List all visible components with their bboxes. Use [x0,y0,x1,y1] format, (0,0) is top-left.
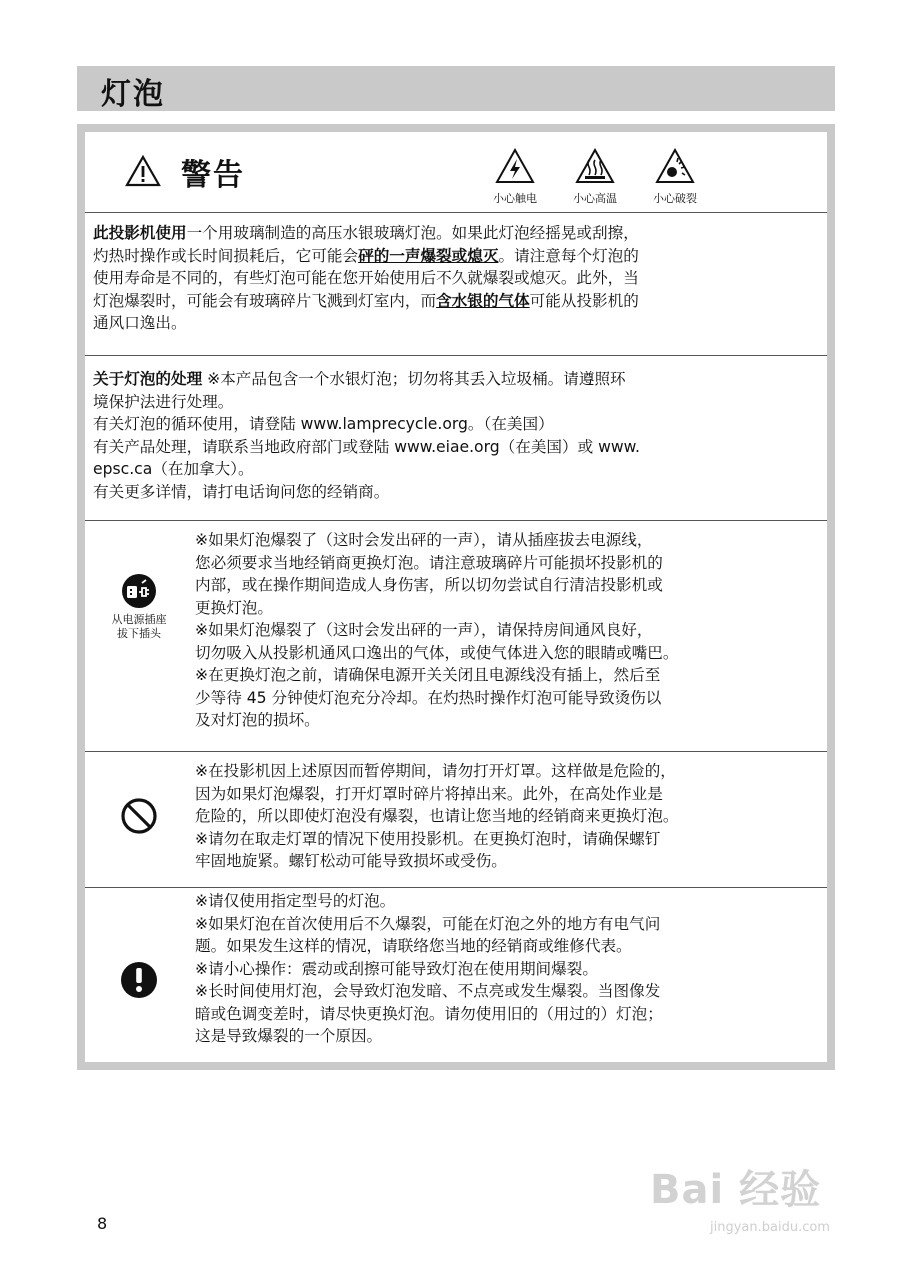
lamp-description-text [93,222,819,335]
hazard-hot-surface [555,148,635,206]
hazard-explosion [635,148,715,206]
text-line: 及对灯泡的损坏。 [195,711,320,729]
warning-header [85,132,827,213]
text-run: 。请注意每个灯泡的 [498,246,639,265]
lamp-burst-section [85,521,827,752]
text-line [93,290,819,313]
page-title-bar [77,66,835,111]
lamp-usage-section [85,888,827,1062]
page-number: 8 [97,1214,108,1233]
lamp-disposal-text [93,368,819,503]
watermark-url: jingyan.baidu.com [710,1220,830,1235]
text-line: 牢固地旋紧。螺钉松动可能导致损坏或受伤。 [195,852,507,870]
lamp-burst-text [195,529,819,732]
text-run: 灼热时操作或长时间损耗后，它可能会 [93,246,359,265]
unplug-label: 拔下插头 [117,627,161,640]
emphasis-phrase: 含水银的气体 [436,291,530,310]
text-line: 有关产品处理，请联系当地政府部门或登陆 www.eiae.org（在美国）或 www. [93,437,640,456]
prohibition-icon-box [85,796,193,840]
text-line: 有关更多详情，请打电话询问您的经销商。 [93,482,390,501]
text-run: 灯泡爆裂时，可能会有玻璃碎片飞溅到灯室内，而 [93,291,437,310]
hazard-label: 小心触电 [493,192,537,205]
watermark [640,1140,860,1240]
text-line [93,245,819,268]
text-line: 危险的，所以即使灯泡没有爆裂，也请让您当地的经销商来更换灯泡。 [195,807,679,825]
text-line: 有关灯泡的循环使用，请登陆 www.lamprecycle.org。（在美国） [93,415,554,433]
text-line: ※如果灯泡爆裂了（这时会发出砰的一声），请保持房间通风良好， [195,621,653,639]
text-line: ※请小心操作：震动或刮擦可能导致灯泡在使用期间爆裂。 [195,959,598,978]
text-run: 通风口逸出。 [93,314,187,332]
page-title: 灯泡 [101,77,165,112]
unplug-label: 从电源插座 [111,613,167,626]
text-line: ※请仅使用指定型号的灯泡。 [195,892,396,910]
text-line: 更换灯泡。 [195,598,273,617]
electric-shock-icon [495,148,535,184]
text-line: 这是导致爆裂的一个原因。 [195,1027,383,1045]
prohibition-icon [119,796,159,836]
hazard-label: 小心破裂 [653,192,697,205]
text-line [93,222,819,245]
emphasis-phrase: 砰的一声爆裂或熄灭 [358,246,499,265]
text-line: 题。如果发生这样的情况，请联络您当地的经销商或维修代表。 [195,937,632,955]
warning-frame [77,124,835,1070]
text-line: ※如果灯泡爆裂了（这时会发出砰的一声），请从插座拔去电源线， [195,531,653,549]
text-line [93,267,819,290]
text-line: 境保护法进行处理。 [93,392,234,411]
lamp-disposal-section [85,356,827,521]
hazard-electric-shock [475,148,555,206]
text-run: 使用寿命是不同的，有些灯泡可能在您开始使用后不久就爆裂或熄灭。此外，当 [93,269,639,287]
text-line: ※在更换灯泡之前，请确保电源开关关闭且电源线没有插上，然后至 [195,666,661,684]
text-run: ※本产品包含一个水银灯泡；切勿将其丢入垃圾桶。请遵照环 [202,370,626,388]
disposal-heading: 关于灯泡的处理 [93,370,203,388]
warning-heading: 警告 [181,158,245,193]
text-line: 因为如果灯泡爆裂，打开灯罩时碎片将掉出来。此外，在高处作业是 [195,784,663,803]
text-line [93,368,819,391]
text-line: 暗或色调变差时，请尽快更换灯泡。请勿使用旧的（用过的）灯泡； [195,1004,663,1023]
text-line: ※如果灯泡在首次使用后不久爆裂，可能在灯泡之外的地方有电气问 [195,914,661,933]
text-line: ※长时间使用灯泡，会导致灯泡发暗、不点亮或发生爆裂。当图像发 [195,982,661,1000]
text-line: ※请勿在取走灯罩的情况下使用投影机。在更换灯泡时，请确保螺钉 [195,829,661,848]
unplug-icon-box [85,573,193,641]
text-line: epsc.ca（在加拿大）。 [93,460,254,478]
text-run: 一个用玻璃制造的高压水银玻璃灯泡。如果此灯泡经摇晃或刮擦， [186,224,639,242]
text-line: 少等待 45 分钟使灯泡充分冷却。在灼热时操作灯泡可能导致烫伤以 [195,688,662,707]
warning-panel [85,132,827,1062]
mandatory-icon-box [85,960,193,1004]
lamp-usage-text [195,890,819,1048]
hazard-label: 小心高温 [573,192,617,205]
lamp-cover-text [195,760,819,873]
text-run: 可能从投影机的 [529,291,639,310]
text-line: 切勿吸入从投影机通风口逸出的气体，或使气体进入您的眼睛或嘴巴。 [195,643,679,662]
explosion-icon [655,148,695,184]
text-line: ※在投影机因上述原因而暂停期间，请勿打开灯罩。这样做是危险的， [195,762,676,780]
text-line: 内部，或在操作期间造成人身伤害，所以切勿尝试自行清洁投影机或 [195,576,663,594]
bold-phrase: 此投影机使用 [93,224,187,242]
text-line [93,312,819,335]
lamp-description-section [85,212,827,356]
exclamation-icon [119,960,159,1000]
hot-surface-icon [575,148,615,184]
text-line: 您必须要求当地经销商更换灯泡。请注意玻璃碎片可能损坏投影机的 [195,553,663,572]
watermark-logo: Bai 经验 [650,1167,822,1213]
lamp-cover-section [85,752,827,888]
unplug-icon [121,573,157,609]
warning-triangle-icon [125,154,161,188]
